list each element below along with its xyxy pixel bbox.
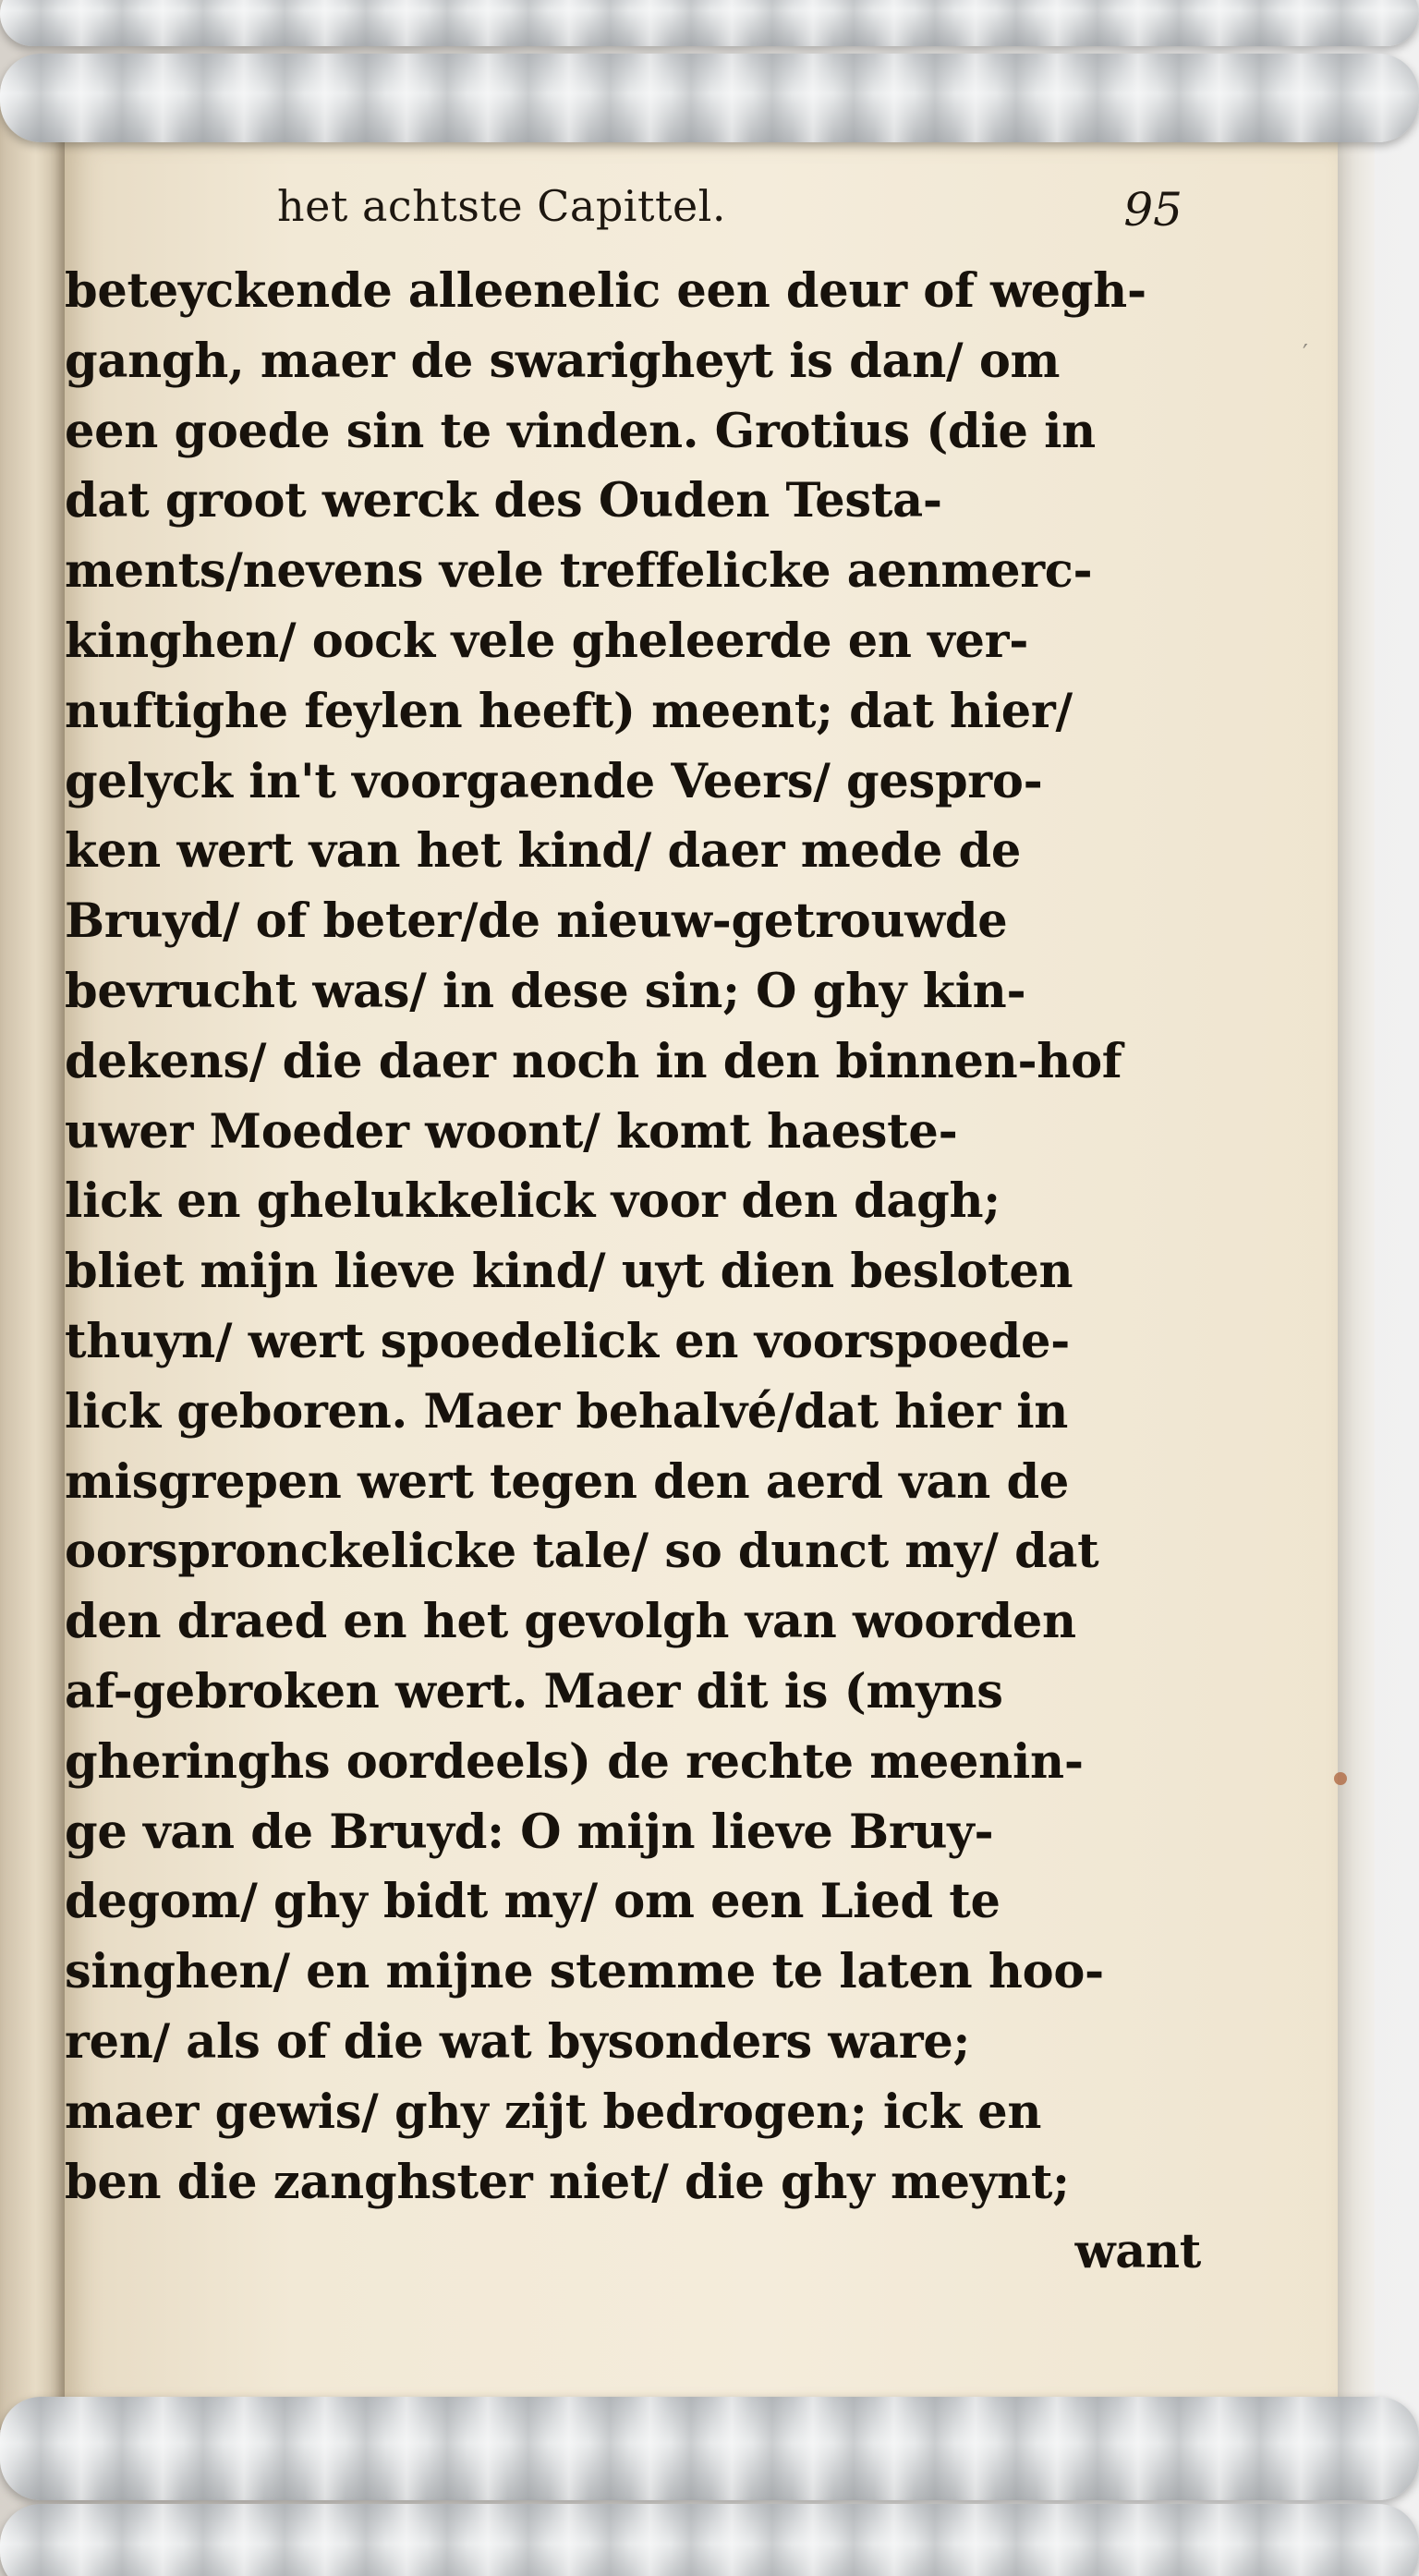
text-line: af-gebroken wert. Maer dit is (myns	[65, 1663, 1003, 1719]
text-line: den draed en het gevolgh van woorden	[65, 1594, 1076, 1650]
bottom-strap-lower	[0, 2504, 1419, 2576]
catchword: want	[1074, 2224, 1201, 2280]
text-line: oorspronckelicke tale/ so dunct my/ dat	[65, 1524, 1099, 1580]
page-number: 95	[1123, 183, 1182, 237]
text-line: Bruyd/ of beter/de nieuw-getrouwde	[65, 893, 1008, 950]
text-line: ge van de Bruyd: O mijn lieve Bruy-	[65, 1804, 994, 1860]
text-line: bliet mijn lieve kind/ uyt dien besloten	[65, 1244, 1073, 1300]
text-line: dat groot werck des Ouden Testa-	[65, 473, 942, 529]
text-line: ken wert van het kind/ daer mede de	[65, 823, 1022, 880]
text-line: gheringhs oordeels) de rechte meenin-	[65, 1733, 1084, 1790]
text-line: dekens/ die daer noch in den binnen-hof	[65, 1033, 1122, 1089]
text-line: gangh, maer de swarigheyt is dan/ om	[65, 333, 1061, 389]
text-line: lick en ghelukkelick voor den dagh;	[65, 1173, 1001, 1230]
text-line: bevrucht was/ in dese sin; O ghy kin-	[65, 963, 1026, 1019]
text-line: degom/ ghy bidt my/ om een Lied te	[65, 1874, 1001, 1930]
text-line: singhen/ en mijne stemme te laten hoo-	[65, 1944, 1104, 2000]
text-line: kinghen/ oock vele gheleerde en ver-	[65, 613, 1029, 669]
text-line: ren/ als of die wat bysonders ware;	[65, 2013, 971, 2070]
text-line: uwer Moeder woont/ komt haeste-	[65, 1103, 958, 1160]
text-line: maer gewis/ ghy zijt bedrogen; ick en	[65, 2084, 1042, 2140]
stray-ink-mark: ′	[1303, 340, 1308, 368]
text-line: lick geboren. Maer behalvé/dat hier in	[65, 1383, 1069, 1440]
text-line: ben die zanghster niet/ die ghy meynt;	[65, 2154, 1070, 2210]
text-line: beteyckende alleenelic een deur of wegh-	[65, 263, 1146, 319]
text-line: nuftighe feylen heeft) meent; dat hier/	[65, 683, 1073, 739]
page-header	[277, 181, 1210, 246]
page-fore-edge	[1338, 139, 1375, 2412]
facing-page-edge	[0, 102, 65, 2430]
top-strap-lower	[0, 54, 1419, 142]
running-head: het achtste Capittel.	[277, 181, 726, 231]
bottom-strap-upper	[0, 2397, 1419, 2500]
text-line: gelyck in't voorgaende Veers/ gespro-	[65, 753, 1043, 809]
text-line: ments/nevens vele treffelicke aenmerc-	[65, 543, 1093, 600]
text-line: misgrepen wert tegen den aerd van de	[65, 1453, 1069, 1510]
text-line: een goede sin te vinden. Grotius (die in	[65, 403, 1096, 459]
text-line: thuyn/ wert spoedelick en voorspoede-	[65, 1313, 1071, 1369]
top-strap-upper	[0, 0, 1419, 46]
foxing-spot	[1334, 1772, 1347, 1785]
body-text	[65, 257, 1201, 2288]
